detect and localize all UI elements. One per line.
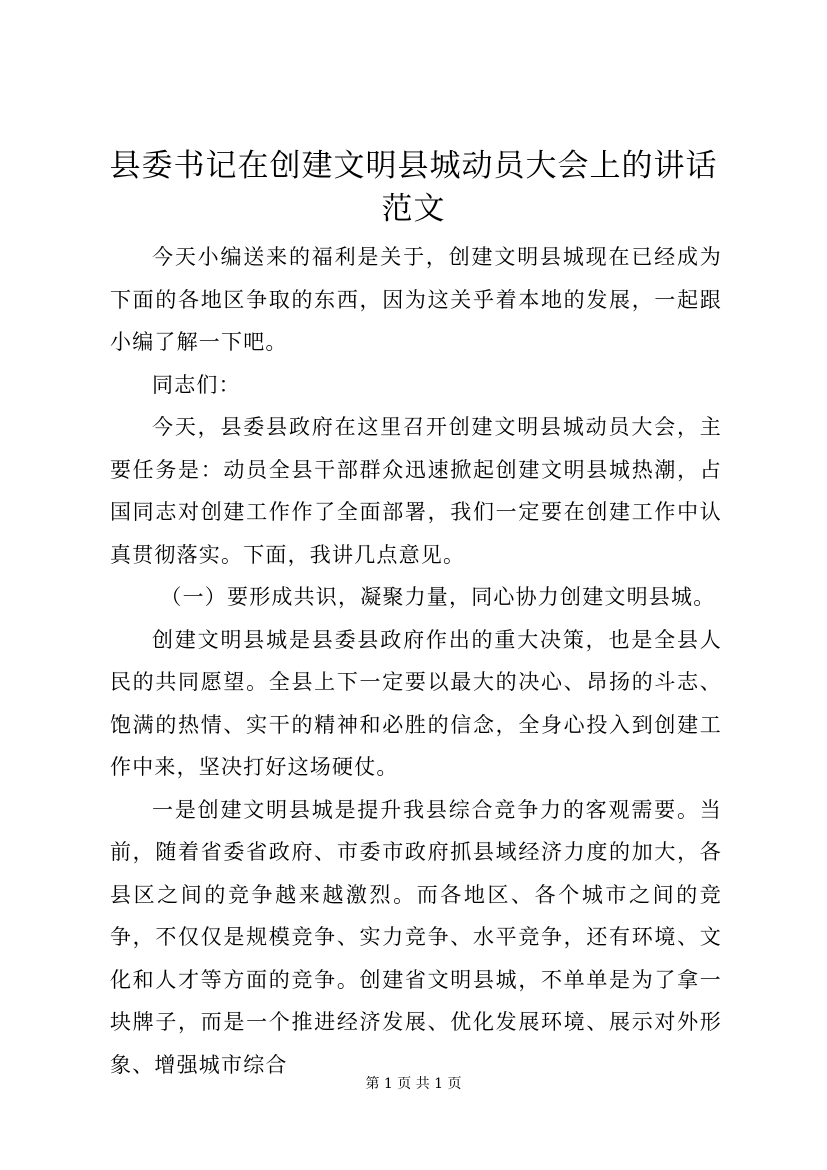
paragraph-salutation: 同志们：: [152, 372, 241, 397]
page-footer: 第 1 页 共 1 页: [365, 1076, 462, 1092]
section-heading-1: （一）要形成共识，凝聚力量，同心协力创建文明县城。: [160, 585, 716, 609]
paragraph-intro: 今天小编送来的福利是关于，创建文明县城现在已经成为下面的各地区争取的东西，因为这关乎着本地的发展，一起跟小编了解一下吧。: [110, 245, 722, 354]
paragraph-purpose: 今天，县委县政府在这里召开创建文明县城动员大会，主要任务是：动员全县干部群众迅速掀起创建文明县城热潮，占国同志对创建工作作了全面部署，我们一定要在创建工作中认真贯彻落实。下面，我讲几点意见。: [110, 415, 722, 567]
document-title: 县委书记在创建文明县城动员大会上的讲话范文: [109, 148, 718, 227]
paragraph-decision: 创建文明县城是县委县政府作出的重大决策，也是全县人民的共同愿望。全县上下一定要以最大的决心、昂扬的斗志、饱满的热情、实干的精神和必胜的信念，全身心投入到创建工作中来，坚决打好这场硬仗。: [110, 627, 722, 779]
paragraph-point-1: 一是创建文明县城是提升我县综合竞争力的客观需要。当前，随着省委省政府、市委市政府抓县域经济力度的加大，各县区之间的竞争越来越激烈。而各地区、各个城市之间的竞争，不仅仅是规模竞争、实力竞争、水平竞争，还有环境、文化和人才等方面的竞争。创建省文明县城，不单单是为了拿一块牌子，而是一个推进经济发展、优化发展环境、展示对外形象、增强城市综合: [110, 797, 722, 1077]
document-body: [110, 236, 722, 1086]
